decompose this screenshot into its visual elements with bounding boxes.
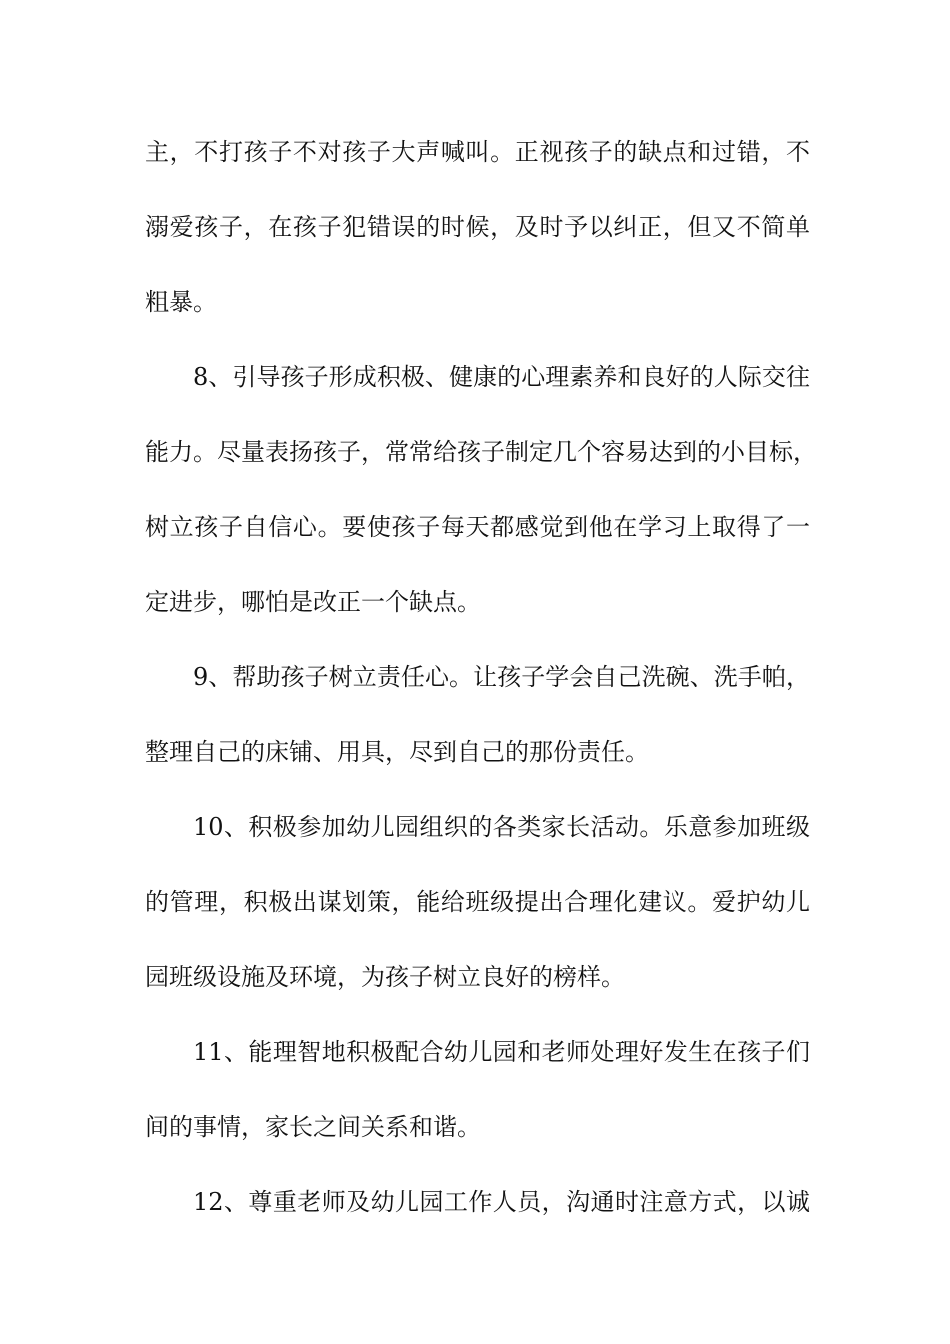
text-line: [145, 730, 810, 805]
text-line: [145, 430, 817, 505]
paragraph-start-line: [145, 355, 810, 430]
text-line-content: 定进步，哪怕是改正一个缺点。: [145, 588, 481, 616]
text-line: [145, 280, 810, 355]
text-line-content: 溺爱孩子，在孩子犯错误的时候，及时予以纠正，但又不简单: [145, 213, 810, 241]
text-line-content: 的管理，积极出谋划策，能给班级提出合理化建议。爱护幼儿: [145, 888, 810, 916]
text-line: [145, 205, 810, 280]
text-line-content: 园班级设施及环境，为孩子树立良好的榜样。: [145, 963, 625, 991]
text-line-content: 整理自己的床铺、用具，尽到自己的那份责任。: [145, 738, 649, 766]
text-line: [145, 580, 810, 655]
paragraph-start-line: [145, 655, 810, 730]
text-line: [145, 505, 810, 580]
text-line-content: 能力。尽量表扬孩子，常常给孩子制定几个容易达到的小目标，: [145, 438, 817, 466]
text-line-content: 主，不打孩子不对孩子大声喊叫。正视孩子的缺点和过错，不: [145, 138, 810, 166]
text-line-content: 树立孩子自信心。要使孩子每天都感觉到他在学习上取得了一: [145, 513, 810, 541]
text-line-content: 10、积极参加幼儿园组织的各类家长活动。乐意参加班级: [193, 813, 810, 841]
text-line: [145, 130, 810, 205]
text-line-content: 粗暴。: [145, 288, 217, 316]
text-line-content: 12、尊重老师及幼儿园工作人员，沟通时注意方式，以诚: [193, 1188, 810, 1216]
text-line-content: 11、能理智地积极配合幼儿园和老师处理好发生在孩子们: [193, 1038, 810, 1066]
text-line: [145, 955, 810, 1030]
paragraph-start-line: [145, 805, 810, 880]
text-line-content: 9、帮助孩子树立责任心。让孩子学会自己洗碗、洗手帕，: [193, 663, 810, 691]
text-line-content: 8、引导孩子形成积极、健康的心理素养和良好的人际交往: [193, 363, 810, 391]
document-body: [145, 130, 817, 1255]
text-line-content: 间的事情，家长之间关系和谐。: [145, 1113, 481, 1141]
paragraph-start-line: [145, 1180, 810, 1255]
text-line: [145, 1105, 810, 1180]
text-line: [145, 880, 810, 955]
paragraph-start-line: [145, 1030, 810, 1105]
